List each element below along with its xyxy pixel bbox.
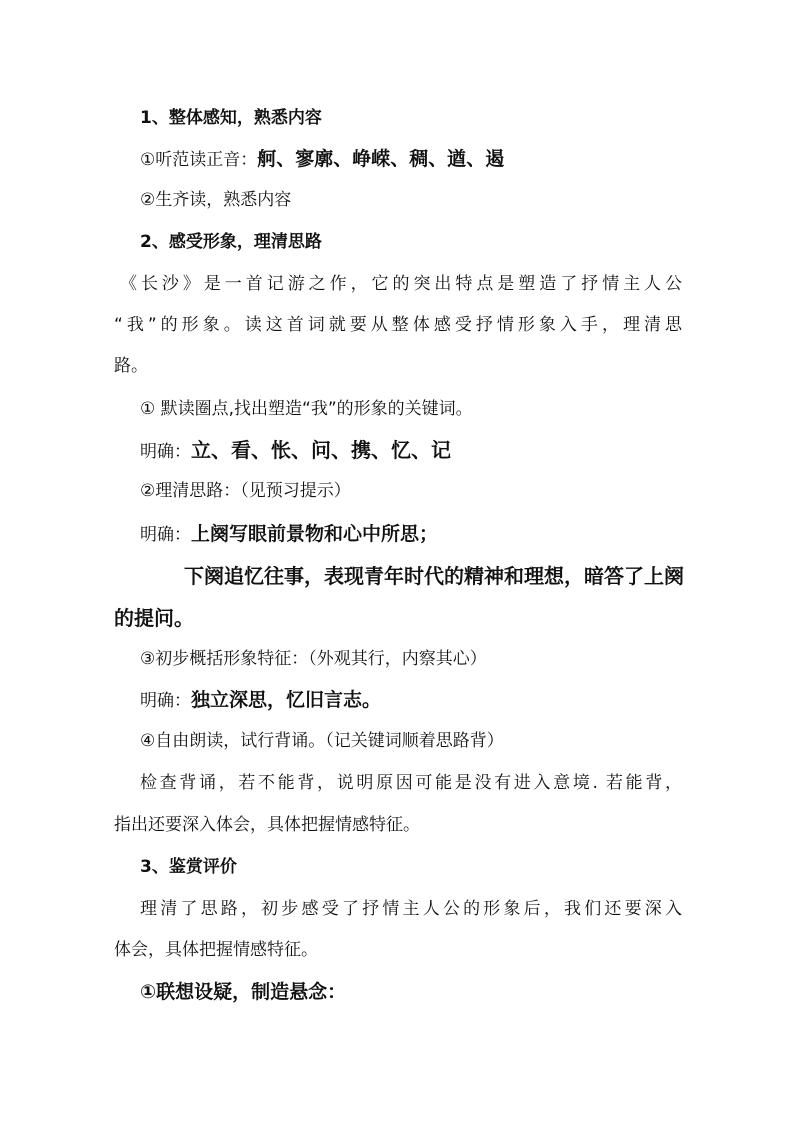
question-2: ②理清思路：（见预习提示） [140, 481, 351, 501]
reading-instruction-prefix: ①听范读正音： [140, 150, 258, 170]
paragraph-line: 理清了思路，初步感受了抒情主人公的形象后，我们还要深入 [140, 899, 682, 919]
question-3: ③初步概括形象特征：（外观其行，内察其心） [140, 649, 487, 669]
answer-3 [140, 688, 710, 713]
paragraph-line: “我”的形象。读这首词就要从整体感受抒情形象入手，理清思 [114, 315, 682, 335]
answer-text: 上阕写眼前景物和心中所思； [191, 523, 439, 545]
answer-1 [140, 438, 710, 464]
pronunciation-characters: 舸、寥廓、峥嵘、稠、遒、遏 [257, 148, 505, 170]
subsection-heading: ①联想设疑，制造悬念： [140, 981, 347, 1003]
answer-label: 明确： [140, 691, 191, 711]
question-1: ① 默读圈点,找出塑造“我”的形象的关键词。 [140, 399, 473, 419]
paragraph-line: 《长沙》是一首记游之作，它的突出特点是塑造了抒情主人公 [120, 274, 682, 294]
answer-keywords: 立、看、怅、问、携、忆、记 [191, 438, 451, 462]
question-4: ④自由朗读，试行背诵。（记关键词顺着思路背） [140, 731, 504, 751]
reading-instruction [140, 147, 710, 172]
answer-2-continued: 下阕追忆往事，表现青年时代的精神和理想，暗答了上阕 [184, 564, 684, 588]
paragraph-line: 指出还要深入体会，具体把握情感特征。 [114, 815, 420, 835]
answer-text: 独立深思，忆旧言志。 [191, 689, 382, 711]
paragraph-line: 路。 [114, 356, 148, 376]
answer-2-end: 的提问。 [114, 606, 194, 630]
section-heading-3: 3、鉴赏评价 [140, 857, 237, 877]
section-heading-2: 2、感受形象，理清思路 [140, 232, 322, 252]
paragraph-line: 检查背诵，若不能背，说明原因可能是没有进入意境. 若能背， [140, 773, 682, 793]
answer-2 [140, 522, 710, 547]
reading-step-2: ②生齐读，熟悉内容 [140, 190, 292, 210]
answer-label: 明确： [140, 442, 191, 462]
answer-label: 明确： [140, 525, 191, 545]
section-heading-1: 1、整体感知，熟悉内容 [140, 108, 322, 128]
paragraph-line: 体会，具体把握情感特征。 [114, 940, 318, 960]
